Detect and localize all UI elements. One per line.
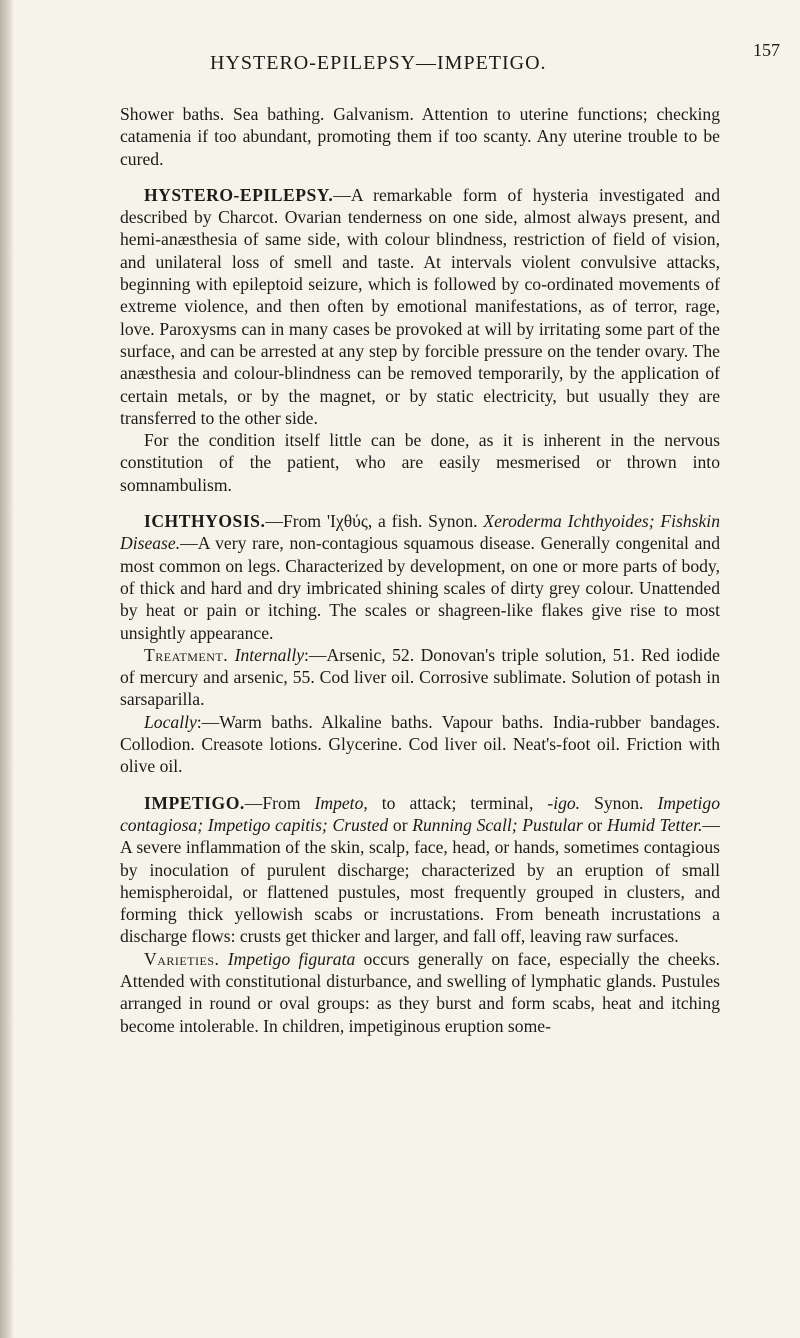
impetigo-varieties bbox=[120, 948, 720, 1037]
ichthyosis-locally-label: Locally bbox=[144, 711, 197, 732]
impetigo-paragraph bbox=[120, 792, 720, 948]
impetigo-body: —A severe inflammation of the skin, scalp, face, head, or hands, sometimes contagious by inoculation of purulent discharge; characterized by an eruption of small hemispheroidal, or flattened pustules, most frequently grouped in clusters, and forming thick yellowish scabs or incrustations. From beneath incrustations a discharge flows: crusts get thicker and larger, and fall off, leaving raw surfaces. bbox=[120, 814, 720, 947]
ichthyosis-body: —A very rare, non-contagious squamous disease. Generally congenital and most common on legs. Characterized by development, on one or more parts of body, of thick and hard and dry imbricated shining scales of dirty grey colour. Unattended by heat or pain or itching. The scales or shagreen-like flakes give rise to most unsightly appearance. bbox=[120, 533, 720, 643]
book-binding-edge bbox=[0, 0, 14, 1338]
ichthyosis-paragraph bbox=[120, 510, 720, 644]
impetigo-or-1: or bbox=[388, 814, 413, 835]
impetigo-synonyms-3: Humid Tetter. bbox=[606, 814, 703, 835]
ichthyosis-local-treatment bbox=[120, 711, 720, 778]
impetigo-synonyms-2: Running Scall; Pustular bbox=[412, 814, 583, 835]
ichthyosis-synonyms: Xeroderma Ichthyoides; Fishskin Disease. bbox=[120, 511, 720, 554]
impetigo-from-b: to attack; terminal, bbox=[367, 792, 548, 813]
impetigo-from-word: Impeto, bbox=[314, 792, 368, 813]
impetigo-varieties-italic: Impetigo figurata bbox=[227, 948, 356, 969]
hystero-epilepsy-term: HYSTERO-EPILEPSY. bbox=[144, 184, 334, 205]
ichthyosis-treatment bbox=[120, 644, 720, 711]
ichthyosis-treatment-label: Treatment. bbox=[144, 644, 229, 665]
running-head: HYSTERO-EPILEPSY—IMPETIGO. bbox=[210, 52, 547, 74]
book-page bbox=[150, 40, 780, 80]
impetigo-terminal-word: -igo. bbox=[547, 792, 581, 813]
page-header bbox=[150, 40, 780, 80]
impetigo-synonyms-1: Impetigo contagiosa; Impetigo capitis; Crusted bbox=[120, 792, 720, 835]
ichthyosis-etymology: —From 'Ιχθύς, a fish. Synon. bbox=[265, 511, 484, 532]
entry-hystero-epilepsy bbox=[120, 184, 720, 496]
page-number: 157 bbox=[753, 40, 780, 60]
hystero-epilepsy-body: —A remarkable form of hysteria investigated and described by Charcot. Ovarian tenderness on one side, almost always present, and hemi-anæsthesia of same side, with colour blindness, restriction of field of vision, and unilateral loss of smell and taste. At intervals violent convulsive attacks, beginning with epileptoid seizure, which is followed by co-ordinated movements of extreme violence, and then often by emotional manifestations, as of terror, rage, love. Paroxysms can in many cases be provoked at will by irritating some part of the surface, and can be arrested at any step by forcible pressure on the tender ovary. The anæsthesia and colour-blindness can be removed temporarily, by the application of certain metals, or by the magnet, or by static electricity, but usually they are transferred to the other side. bbox=[120, 184, 720, 428]
impetigo-from-a: —From bbox=[244, 792, 315, 813]
page-body bbox=[120, 103, 720, 1037]
impetigo-synon: Synon. bbox=[580, 792, 658, 813]
ichthyosis-internally-label: Internally bbox=[234, 644, 305, 665]
ichthyosis-term: ICHTHYOSIS. bbox=[144, 511, 266, 532]
hystero-epilepsy-paragraph bbox=[120, 184, 720, 429]
hystero-epilepsy-paragraph-2: For the condition itself little can be done, as it is inherent in the nervous constitution of the patient, who are easily mesmerised or thrown into somnambulism. bbox=[120, 430, 720, 495]
entry-ichthyosis bbox=[120, 510, 720, 778]
impetigo-varieties-label: Varieties. bbox=[144, 948, 220, 969]
ichthyosis-locally-text: :—Warm baths. Alkaline baths. Vapour baths. India-rubber bandages. Collodion. Creasote lotions. Glycerine. Cod liver oil. Neat's-foot oil. Friction with olive oil. bbox=[120, 711, 720, 777]
intro-paragraph: Shower baths. Sea bathing. Galvanism. Attention to uterine functions; checking catamenia if too abundant, promoting them if too scanty. Any uterine trouble to be cured. bbox=[120, 104, 720, 169]
entry-impetigo bbox=[120, 792, 720, 1037]
impetigo-varieties-text: occurs generally on face, especially the cheeks. Attended with constitutional disturbance, and swelling of lymphatic glands. Pustules arranged in round or oval groups: as they burst and form scabs, heat and itching become intolerable. In children, impetiginous eruption some- bbox=[120, 948, 721, 1036]
ichthyosis-internally-text: :—Arsenic, 52. Donovan's triple solution, 51. Red iodide of mercury and arsenic, 55. Cod liver oil. Corrosive sublimate. Solution of potash in sarsaparilla. bbox=[120, 644, 720, 710]
impetigo-term: IMPETIGO. bbox=[144, 792, 245, 813]
impetigo-or-2: or bbox=[582, 814, 607, 835]
